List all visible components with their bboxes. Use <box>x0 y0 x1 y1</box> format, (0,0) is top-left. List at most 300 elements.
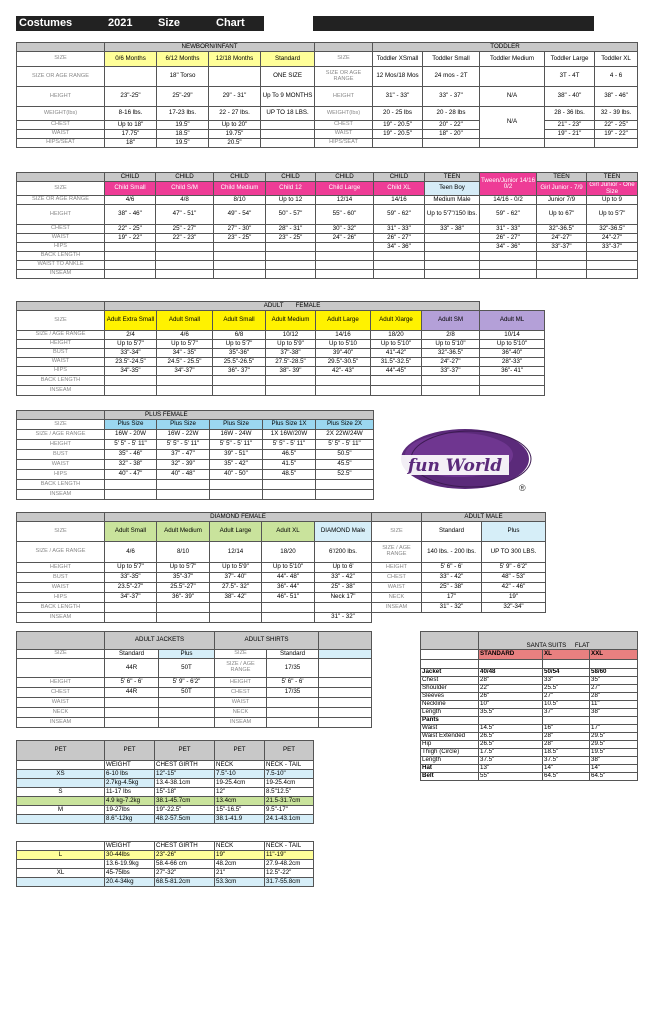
row-label: WAIST <box>17 698 105 708</box>
group-header: CHILD <box>105 173 156 182</box>
col-header: Child Small <box>105 182 156 196</box>
cell: 2.7kg-4.5kg <box>105 779 155 788</box>
empty-cell <box>159 698 215 708</box>
cell: 18" Torso <box>157 67 209 87</box>
empty-cell <box>210 603 262 613</box>
cell: 36"- 41" <box>480 367 545 376</box>
cell: 68.5-81.2cm <box>155 878 215 887</box>
cell: Up to 6' <box>315 563 372 573</box>
cell: 50T <box>159 659 215 678</box>
cell: 34" - 36" <box>480 243 537 252</box>
cell: 33" <box>543 677 590 685</box>
cell: 33" - 37" <box>423 87 480 107</box>
row-label: HIPS <box>17 470 105 480</box>
col-header: Plus Size <box>210 420 263 430</box>
empty-cell <box>105 243 156 252</box>
title-bar-right <box>313 16 594 31</box>
cell: 25" - 38" <box>422 583 482 593</box>
cell: 33"-37" <box>587 243 638 252</box>
cell: 48.5" <box>263 470 316 480</box>
cell: 20 - 28 lbs <box>423 107 480 121</box>
newborn-heading: NEWBORN/INFANT <box>105 43 315 52</box>
row-label: SIZE <box>17 522 105 542</box>
empty-cell <box>319 632 372 650</box>
empty-cell <box>543 660 590 669</box>
empty-cell <box>319 698 372 708</box>
empty-cell <box>105 67 157 87</box>
cell: 4/6 <box>105 542 157 563</box>
empty-cell <box>545 139 595 148</box>
empty-cell <box>425 234 480 243</box>
empty-cell <box>371 376 422 386</box>
cell: 4.9 kg-7.2kg <box>105 797 155 806</box>
row-label: INSEAM <box>17 613 105 623</box>
logo-mark: ® <box>519 483 526 493</box>
cell: 19.5" <box>157 121 209 130</box>
row-label: BACK LENGTH <box>17 603 105 613</box>
row-label: CHEST <box>17 121 105 130</box>
cell: 2/8 <box>422 331 480 340</box>
cell: 26" <box>479 693 543 701</box>
empty-cell <box>319 678 372 688</box>
plus-heading: PLUS FEMALE <box>105 411 374 420</box>
cell: 18.5" <box>157 130 209 139</box>
cell: 38" - 46" <box>105 205 156 225</box>
empty-cell <box>105 252 156 261</box>
cell: Belt <box>421 773 479 781</box>
row-label: NECK <box>215 708 267 718</box>
cell: 31" - 32" <box>315 613 372 623</box>
empty-cell <box>159 708 215 718</box>
empty-cell <box>17 815 105 824</box>
cell: 41.5" <box>263 460 316 470</box>
cell: 28" - 31" <box>266 225 316 234</box>
cell: Up to 5'7" <box>213 340 266 349</box>
cell: 25.5"-26.5" <box>213 358 266 367</box>
cell: 25"-29" <box>157 87 209 107</box>
empty-cell <box>214 270 266 279</box>
row-label: INSEAM <box>17 490 105 500</box>
cell: 31.7-55.8cm <box>265 878 314 887</box>
empty-cell <box>105 708 159 718</box>
cell: 19.75" <box>209 130 261 139</box>
row-label: HEIGHT <box>17 678 105 688</box>
row-label: WAIST <box>17 130 105 139</box>
empty-cell <box>266 386 316 396</box>
empty-cell <box>319 688 372 698</box>
row-label: SIZE / AGE RANGE <box>17 430 105 440</box>
cell: 14.5" <box>479 725 543 733</box>
row-label: NECK <box>372 593 422 603</box>
col-header: DIAMOND Male <box>315 522 372 542</box>
cell: 21.5-31.7cm <box>265 797 314 806</box>
cell: 20" - 22" <box>423 121 480 130</box>
cell: 4/6 <box>105 196 156 205</box>
cell: 28" <box>543 733 590 741</box>
row-label: WAIST <box>17 583 105 593</box>
toddler-heading: TODDLER <box>373 43 638 52</box>
col-header: Child S/M <box>156 182 214 196</box>
cell: 29" - 31" <box>209 87 261 107</box>
cell: Up to 5'7" <box>587 205 638 225</box>
cell: 35"-37" <box>157 573 210 583</box>
cell: 33" - 38" <box>425 225 480 234</box>
row-label: BUST <box>17 349 105 358</box>
cell: 12"-15" <box>155 770 215 779</box>
cell: XL <box>17 869 105 878</box>
pet-heading: PET <box>265 741 314 761</box>
row-label: WEIGHT(lbs) <box>315 107 373 121</box>
row-label: HEIGHT <box>17 340 105 349</box>
title-bar <box>16 16 264 31</box>
cell: 7.5"-10 <box>215 770 265 779</box>
empty-cell <box>214 261 266 270</box>
row-label: CHEST <box>17 225 105 234</box>
cell: 38"- 39" <box>266 367 316 376</box>
cell: 2/4 <box>105 331 157 340</box>
title-costumes: Costumes <box>19 17 73 29</box>
cell: 19" <box>215 851 265 860</box>
row-label: SIZE <box>372 522 422 542</box>
col-header: Adult Medium <box>157 522 210 542</box>
cell: 36"- 44" <box>262 583 315 593</box>
cell: Up to 5'9" <box>266 340 316 349</box>
cell: 13" <box>479 765 543 773</box>
row-label: SIZE <box>17 420 105 430</box>
cell: 35.5" <box>479 709 543 717</box>
cell: Junior 7/9 <box>537 196 587 205</box>
cell: 38" <box>590 709 638 717</box>
empty-cell <box>210 480 263 490</box>
cell: 64.5" <box>590 773 638 781</box>
cell: 24"-27" <box>587 234 638 243</box>
cell: NECK <box>215 761 265 770</box>
cell: 46.5" <box>263 450 316 460</box>
empty-cell <box>17 761 105 770</box>
cell: Waist Extended <box>421 733 479 741</box>
empty-cell <box>105 480 157 490</box>
empty-cell <box>479 717 543 725</box>
cell: 5' 5" - 5' 11" <box>105 440 157 450</box>
cell: Neckline <box>421 701 479 709</box>
row-label: HIPS <box>17 367 105 376</box>
cell: 17/35 <box>267 688 319 698</box>
adult-female-table <box>16 301 545 396</box>
cell: WEIGHT <box>105 842 155 851</box>
col-header: 0/6 Months <box>105 52 157 67</box>
cell: 21" <box>215 869 265 878</box>
cell: 59" - 62" <box>480 205 537 225</box>
cell: 18.5" <box>543 749 590 757</box>
col-header: 6/12 Months <box>157 52 209 67</box>
cell: 32"-36.5" <box>537 225 587 234</box>
empty-cell <box>105 613 157 623</box>
cell: 37.5" <box>479 757 543 765</box>
cell: 44"-45" <box>371 367 422 376</box>
cell: 12/14 <box>210 542 262 563</box>
cell: 8/10 <box>157 542 210 563</box>
empty-cell <box>425 270 480 279</box>
pet-heading: PET <box>17 741 105 761</box>
cell: 22" - 25" <box>595 121 638 130</box>
cell: Hip <box>421 741 479 749</box>
cell: 48" - 53" <box>482 573 546 583</box>
cell: 44"- 48" <box>262 573 315 583</box>
cell: 12/14 <box>316 196 374 205</box>
cell: 18/20 <box>262 542 315 563</box>
cell: Up to 5'10 <box>316 340 371 349</box>
empty-cell <box>156 270 214 279</box>
empty-cell <box>480 67 545 87</box>
cell: 15"-16.5" <box>215 806 265 815</box>
cell: 5' 6" - 6' <box>422 563 482 573</box>
empty-cell <box>105 376 157 386</box>
empty-cell <box>543 717 590 725</box>
col-header: Standard <box>105 650 159 659</box>
cell: 26" - 27" <box>480 234 537 243</box>
empty-cell <box>587 261 638 270</box>
cell: 31.5"-32.5" <box>371 358 422 367</box>
cell: 64.5" <box>543 773 590 781</box>
empty-cell <box>537 261 587 270</box>
col-header: Child Medium <box>214 182 266 196</box>
cell: 21" - 23" <box>545 121 595 130</box>
empty-cell <box>319 659 372 678</box>
cell: Up to 5'7" <box>157 340 213 349</box>
cell: 30" - 32" <box>316 225 374 234</box>
cell: 34" - 35" <box>157 349 213 358</box>
cell: Up to 5'10" <box>480 340 545 349</box>
row-label: WAIST <box>215 698 267 708</box>
cell: 38.1-41.9 <box>215 815 265 824</box>
cell: 35" - 46" <box>105 450 157 460</box>
cell: 17.75" <box>105 130 157 139</box>
cell: 26" - 27" <box>374 234 425 243</box>
row-label: CHEST <box>17 688 105 698</box>
cell: 19-27lbs <box>105 806 155 815</box>
cell: Up to 5'10" <box>422 340 480 349</box>
col-header: Adult Medium <box>266 311 316 331</box>
cell: 13.4-38.1cm <box>155 779 215 788</box>
cell: XS <box>17 770 105 779</box>
cell: ONE SIZE <box>261 67 315 87</box>
empty-cell <box>17 878 105 887</box>
empty-cell <box>315 603 372 613</box>
row-label: SIZE / AGE RANGE <box>215 659 267 678</box>
cell: 17/35 <box>267 659 319 678</box>
empty-cell <box>595 139 638 148</box>
group-header: Tween/Junior 14/16 0/2 <box>480 173 537 196</box>
row-label: WAIST <box>17 234 105 243</box>
empty-cell <box>105 490 157 500</box>
empty-cell <box>157 613 210 623</box>
cell: 32"-36.5" <box>587 225 638 234</box>
pet-heading: PET <box>155 741 215 761</box>
cell: 11" <box>590 701 638 709</box>
cell: 8.5"12.5" <box>265 788 314 797</box>
empty-cell <box>157 603 210 613</box>
col-header: Adult Xlarge <box>371 311 422 331</box>
col-header: Girl Junior - 7/9 <box>537 182 587 196</box>
empty-cell <box>261 130 315 139</box>
cell: 34" - 36" <box>374 243 425 252</box>
cell: 16" <box>543 725 590 733</box>
empty-cell <box>479 660 543 669</box>
empty-cell <box>213 386 266 396</box>
cell: 23" - 25" <box>266 234 316 243</box>
cell: 12" <box>215 788 265 797</box>
cell: 24" - 26" <box>316 234 374 243</box>
empty-cell <box>157 376 213 386</box>
toddler-table <box>314 42 638 148</box>
col-header: Adult Large <box>316 311 371 331</box>
male-heading: ADULT MALE <box>422 513 546 522</box>
empty-cell <box>209 67 261 87</box>
col-header: Child XL <box>374 182 425 196</box>
cell: 53.3cm <box>215 878 265 887</box>
cell: 22" - 25" <box>105 225 156 234</box>
diamond-heading: DIAMOND FEMALE <box>105 513 372 522</box>
title-chart: Chart <box>216 17 245 29</box>
cell: 26.5" <box>479 741 543 749</box>
cell: S <box>17 788 105 797</box>
col-header: Adult Large <box>210 522 262 542</box>
col-header: Plus <box>482 522 546 542</box>
cell: N/A <box>480 107 545 139</box>
empty-cell <box>537 252 587 261</box>
child-teen-table <box>16 172 638 279</box>
cell: Up to 5'10" <box>371 340 422 349</box>
col-header: Child 12 <box>266 182 316 196</box>
empty-cell <box>267 718 319 728</box>
cell: 32 - 39 lbs. <box>595 107 638 121</box>
cell: 16W - 22W <box>157 430 210 440</box>
empty-cell <box>105 270 156 279</box>
cell: 18" <box>105 139 157 148</box>
row-label: HEIGHT <box>372 563 422 573</box>
cell: Jacket <box>421 669 479 677</box>
empty-cell <box>480 270 537 279</box>
empty-cell <box>261 121 315 130</box>
cell: 10" <box>479 701 543 709</box>
cell: 27" - 30" <box>214 225 266 234</box>
empty-cell <box>371 386 422 396</box>
cell: 32" - 38" <box>105 460 157 470</box>
empty-cell <box>590 660 638 669</box>
cell: 37" - 47" <box>157 450 210 460</box>
newborn-table <box>16 42 315 148</box>
empty-cell <box>425 261 480 270</box>
cell: 18/20 <box>371 331 422 340</box>
title-size: Size <box>158 17 181 29</box>
cell: Thigh (Circle) <box>421 749 479 757</box>
cell: UP TO 18 LBS. <box>261 107 315 121</box>
cell: 9.5"-17" <box>265 806 314 815</box>
cell: 34"-35" <box>105 367 157 376</box>
row-label: WAIST <box>315 130 373 139</box>
col-header: Standard <box>422 522 482 542</box>
cell: 24 mos - 2T <box>423 67 480 87</box>
cell: 46"- 51" <box>262 593 315 603</box>
row-label: HEIGHT <box>17 440 105 450</box>
cell: 48.2-57.5cm <box>155 815 215 824</box>
cell: 6-10 lbs <box>105 770 155 779</box>
empty-cell <box>422 386 480 396</box>
cell: 14" <box>543 765 590 773</box>
empty-cell <box>316 376 371 386</box>
cell: 20 - 25 lbs <box>373 107 423 121</box>
empty-cell <box>105 603 157 613</box>
empty-cell <box>480 386 545 396</box>
cell: 36"-40" <box>480 349 545 358</box>
empty-cell <box>422 376 480 386</box>
title-year: 2021 <box>108 17 133 29</box>
empty-cell <box>157 490 210 500</box>
empty-cell <box>105 302 480 311</box>
empty-cell <box>17 411 105 420</box>
row-label: SIZE / AGE RANGE <box>372 542 422 563</box>
col-header: Standard <box>261 52 315 67</box>
cell: 44R <box>105 688 159 698</box>
group-header: CHILD <box>266 173 316 182</box>
cell: 38" - 40" <box>545 87 595 107</box>
cell: Up to 9 <box>587 196 638 205</box>
col-header: 12/18 Months <box>209 52 261 67</box>
empty-cell <box>262 613 315 623</box>
cell: 17" <box>422 593 482 603</box>
empty-cell <box>267 708 319 718</box>
row-label: HEIGHT <box>315 87 373 107</box>
santa-suits-table <box>420 631 638 781</box>
empty-cell <box>213 376 266 386</box>
col-header: Child Large <box>316 182 374 196</box>
row-label: SIZE OR AGE RANGE <box>17 196 105 205</box>
cell: 27" <box>543 693 590 701</box>
row-label: HIPS/SEAT <box>17 139 105 148</box>
fun-world-logo <box>397 425 537 497</box>
cell: 29.5" <box>590 741 638 749</box>
cell: 33"-35" <box>105 573 157 583</box>
cell: 25.5" <box>543 685 590 693</box>
cell: 31" - 33" <box>480 225 537 234</box>
group-header: CHILD <box>214 173 266 182</box>
cell: 50T <box>159 688 215 698</box>
cell: 58.4-66 cm <box>155 860 215 869</box>
cell: 45-75lbs <box>105 869 155 878</box>
cell: 19" - 21" <box>545 130 595 139</box>
logo-text: fun World <box>407 456 503 476</box>
col-header: Plus Size 2X <box>316 420 374 430</box>
cell: 44R <box>105 659 159 678</box>
row-label: HEIGHT <box>17 205 105 225</box>
col-header: XXL <box>590 650 638 660</box>
cell: 32" - 39" <box>157 460 210 470</box>
cell: Hat <box>421 765 479 773</box>
col-header: Adult Small <box>157 311 213 331</box>
cell: 35" - 42" <box>210 460 263 470</box>
empty-cell <box>319 708 372 718</box>
cell: 4 - 6 <box>595 67 638 87</box>
empty-cell <box>319 718 372 728</box>
cell: 59" - 62" <box>374 205 425 225</box>
empty-cell <box>263 490 316 500</box>
empty-cell <box>316 261 374 270</box>
cell: 20.5" <box>209 139 261 148</box>
cell: 36"- 37" <box>213 367 266 376</box>
cell: 11"-19" <box>265 851 314 860</box>
cell: N/A <box>480 87 545 107</box>
cell: 19.5" <box>590 749 638 757</box>
